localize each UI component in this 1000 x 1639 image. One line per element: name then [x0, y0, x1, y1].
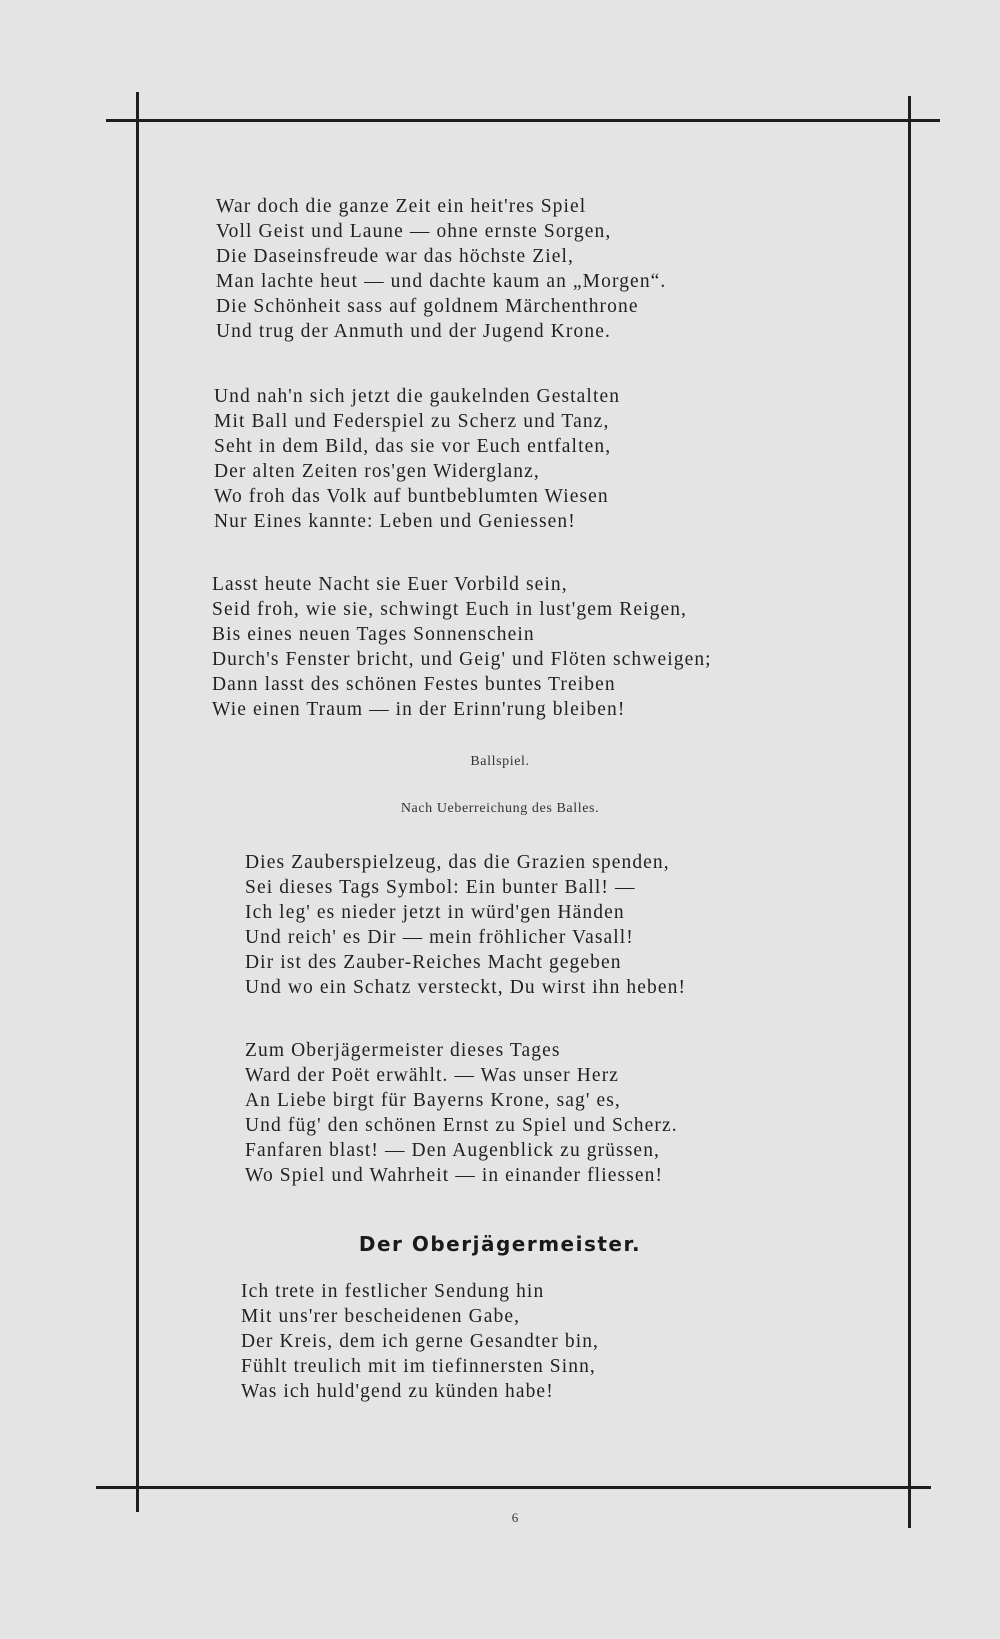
- verse-line: Dann lasst des schönen Festes buntes Treiben: [212, 674, 616, 695]
- stanza-4: [245, 850, 686, 1000]
- verse-line: Nur Eines kannte: Leben und Geniessen!: [214, 511, 576, 532]
- page-number: 6: [511, 1510, 519, 1525]
- stanza-6: [241, 1279, 599, 1404]
- verse-line: Der Kreis, dem ich gerne Gesandter bin,: [241, 1331, 600, 1352]
- verse-line: Der alten Zeiten ros'gen Widerglanz,: [214, 461, 540, 482]
- verse-line: Ich trete in festlicher Sendung hin: [241, 1281, 545, 1302]
- ballspiel-caption: Ballspiel.: [470, 754, 530, 769]
- stanza-2: [214, 384, 620, 534]
- verse-line: Seht in dem Bild, das sie vor Euch entfalten,: [214, 436, 612, 457]
- frame-top-rule: [106, 119, 940, 122]
- verse-line: Wo froh das Volk auf buntbeblumten Wiesen: [214, 486, 609, 507]
- section-heading: Der Oberjägermeister.: [358, 1232, 642, 1256]
- verse-line: War doch die ganze Zeit ein heit'res Spiel: [216, 196, 587, 217]
- verse-line: Sei dieses Tags Symbol: Ein bunter Ball! —: [245, 877, 636, 898]
- verse-line: Man lachte heut — und dachte kaum an „Morgen“.: [216, 271, 667, 292]
- verse-line: Was ich huld'gend zu künden habe!: [241, 1381, 554, 1402]
- verse-line: Und nah'n sich jetzt die gaukelnden Gestalten: [214, 386, 621, 407]
- verse-line: Und reich' es Dir — mein fröhlicher Vasall!: [245, 927, 634, 948]
- stanza-5: [245, 1038, 678, 1188]
- verse-line: Zum Oberjägermeister dieses Tages: [245, 1040, 561, 1061]
- verse-line: Fanfaren blast! — Den Augenblick zu grüssen,: [245, 1140, 661, 1161]
- verse-line: Und trug der Anmuth und der Jugend Krone.: [216, 321, 611, 342]
- verse-line: Fühlt treulich mit im tiefinnersten Sinn,: [241, 1356, 596, 1377]
- verse-line: Die Schönheit sass auf goldnem Märchenthrone: [216, 296, 639, 317]
- verse-line: An Liebe birgt für Bayerns Krone, sag' es,: [245, 1090, 621, 1111]
- verse-line: Und wo ein Schatz versteckt, Du wirst ihn heben!: [245, 977, 687, 998]
- stanza-1: [216, 194, 666, 344]
- verse-line: Und füg' den schönen Ernst zu Spiel und Scherz.: [245, 1115, 678, 1136]
- verse-line: Ich leg' es nieder jetzt in würd'gen Händen: [245, 902, 625, 923]
- verse-line: Lasst heute Nacht sie Euer Vorbild sein,: [212, 574, 568, 595]
- verse-line: Seid froh, wie sie, schwingt Euch in lust'gem Reigen,: [212, 599, 688, 620]
- stanza-3: [212, 572, 712, 722]
- verse-line: Dies Zauberspielzeug, das die Grazien spenden,: [245, 852, 670, 873]
- verse-line: Die Daseinsfreude war das höchste Ziel,: [216, 246, 575, 267]
- stage-direction: Nach Ueberreichung des Balles.: [400, 801, 600, 816]
- verse-line: Dir ist des Zauber-Reiches Macht gegeben: [245, 952, 622, 973]
- verse-line: Voll Geist und Laune — ohne ernste Sorgen,: [216, 221, 612, 242]
- verse-line: Wo Spiel und Wahrheit — in einander fliessen!: [245, 1165, 664, 1186]
- verse-line: Bis eines neuen Tages Sonnenschein: [212, 624, 535, 645]
- verse-line: Durch's Fenster bricht, und Geig' und Flöten schweigen;: [212, 649, 712, 670]
- verse-line: Mit uns'rer bescheidenen Gabe,: [241, 1306, 521, 1327]
- frame-bottom-rule: [96, 1486, 931, 1489]
- verse-line: Ward der Poët erwählt. — Was unser Herz: [245, 1065, 620, 1086]
- verse-line: Wie einen Traum — in der Erinn'rung bleiben!: [212, 699, 626, 720]
- verse-line: Mit Ball und Federspiel zu Scherz und Tanz,: [214, 411, 610, 432]
